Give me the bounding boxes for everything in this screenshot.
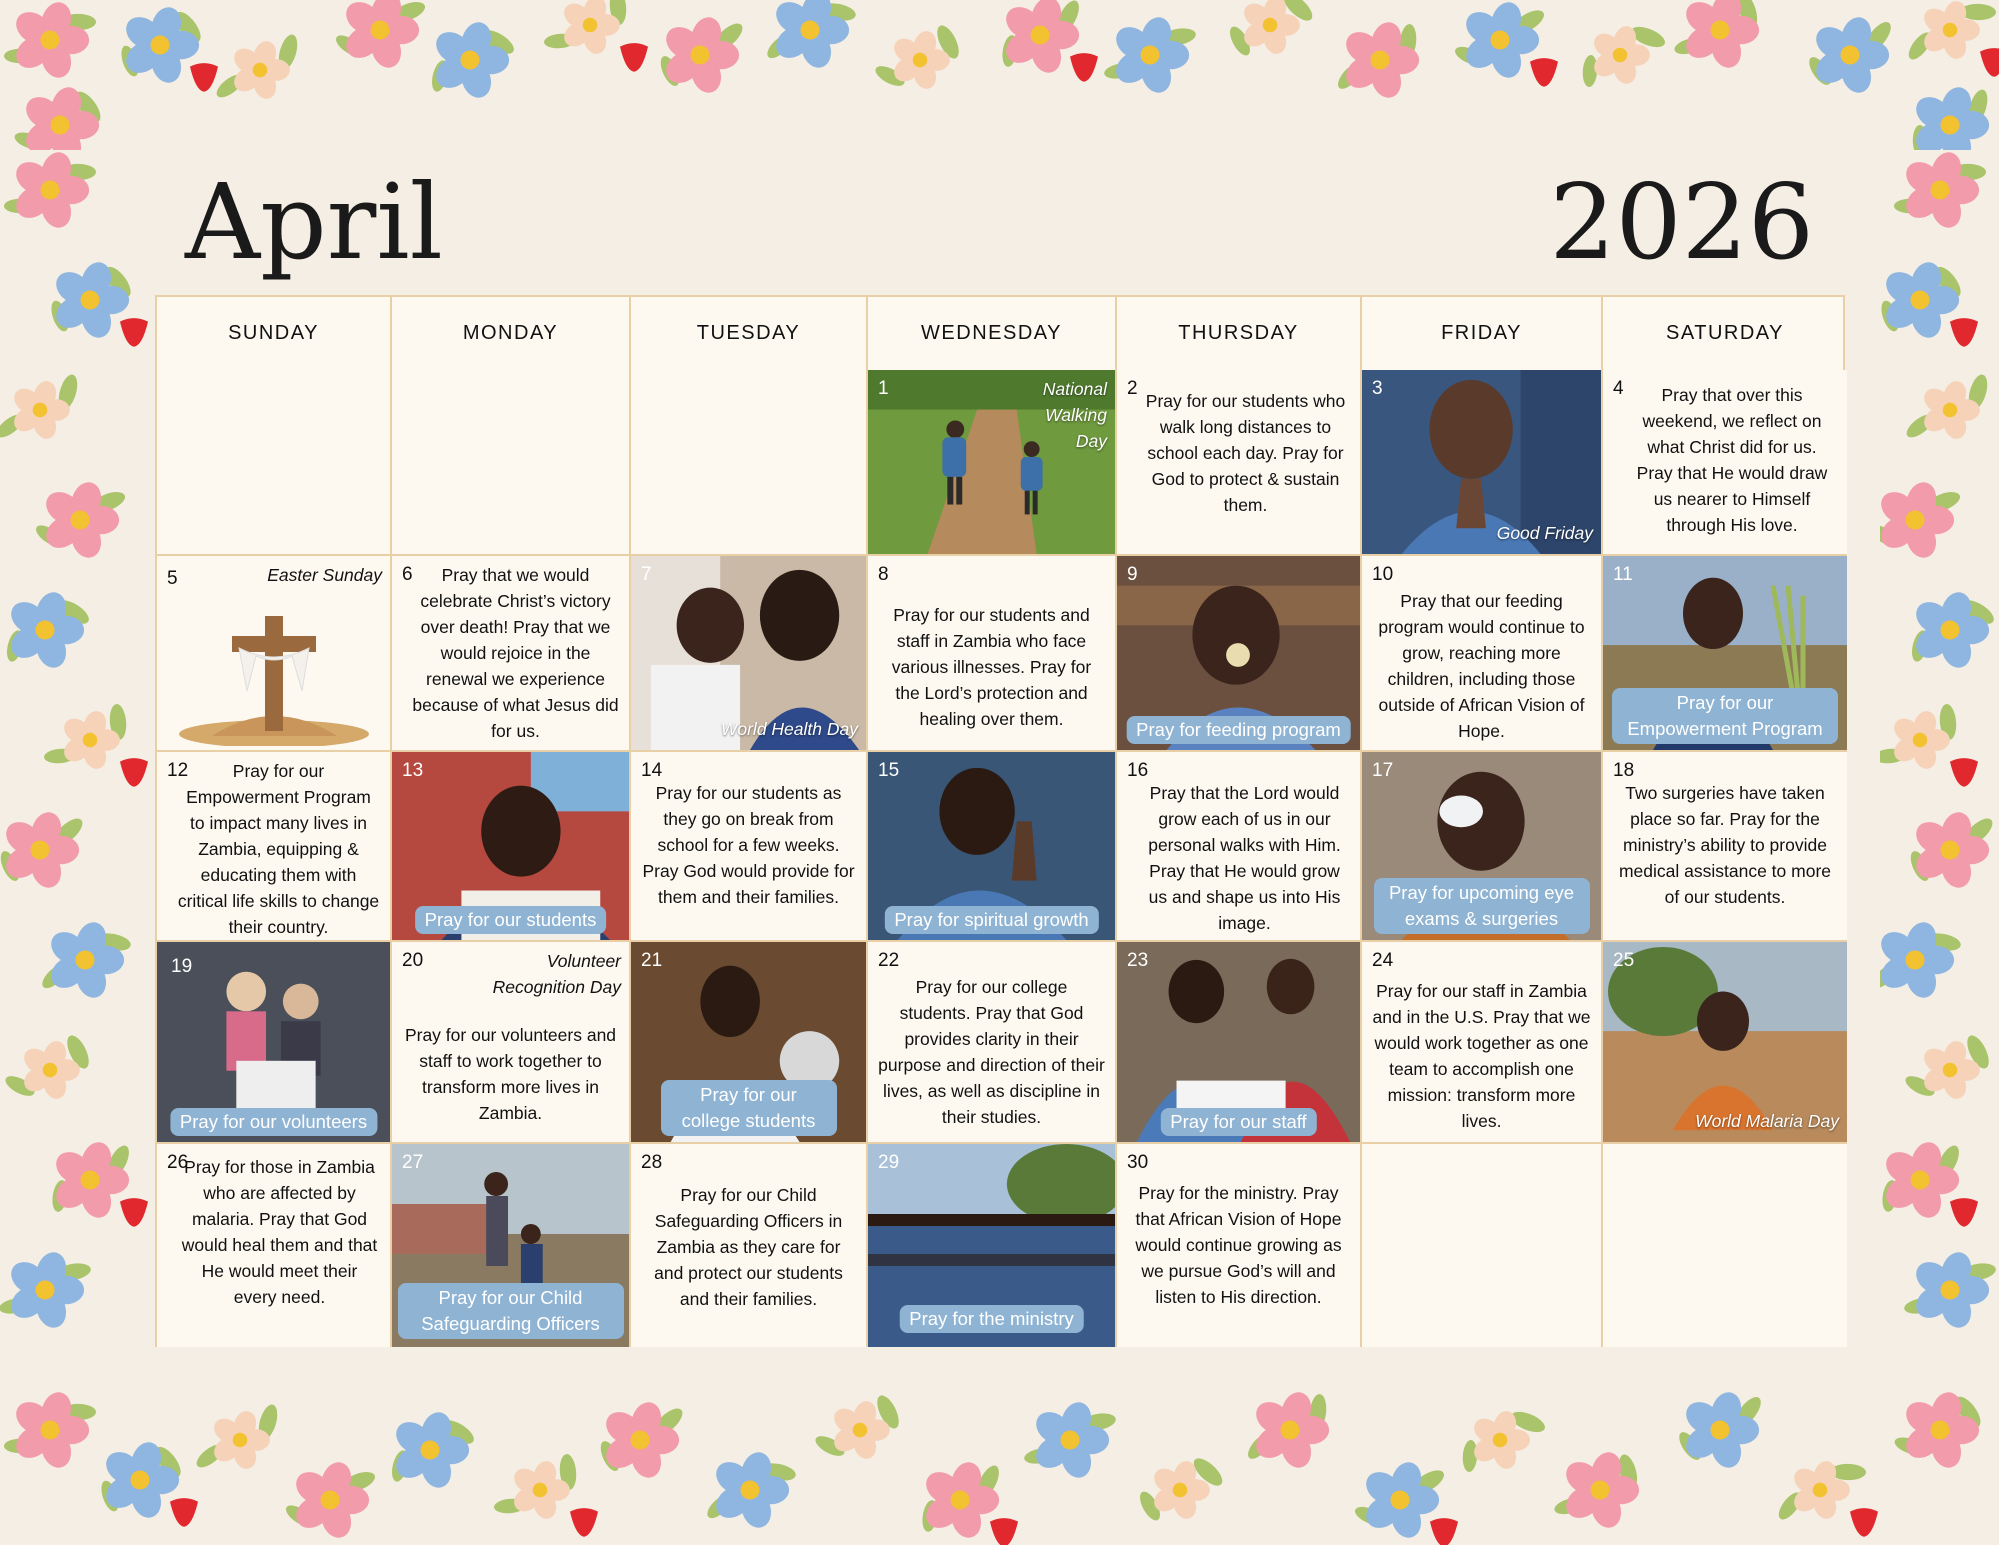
day-number: 23 (1127, 950, 1149, 971)
day-cell-30 (1117, 1144, 1362, 1347)
day-number: 15 (878, 760, 900, 781)
prayer-text: Pray for our college students. Pray that God provides clarity in their purpose and direction of their lives, as well as discipline in their studies. (878, 977, 1105, 1127)
day-number: 3 (1372, 378, 1383, 399)
event-label: National Walking Day (1042, 379, 1107, 451)
day-cell-21 (631, 942, 868, 1144)
day-number: 26 (167, 1152, 189, 1173)
day-number: 21 (641, 950, 663, 971)
day-cell-19 (157, 942, 392, 1144)
day-number: 11 (1613, 564, 1633, 585)
day-cell-1 (868, 370, 1117, 556)
day-number: 6 (402, 564, 413, 585)
day-cell-13 (392, 752, 631, 942)
prayer-text: Pray that our feeding program would continue to grow, reaching more children, including those outside of African Vision of Hope. (1378, 591, 1585, 741)
day-cell-4 (1603, 370, 1847, 556)
caption-pill: Pray for our students (415, 906, 607, 934)
prayer-text: Pray for our Child Safeguarding Officers in Zambia as they care for and protect our students and their families. (654, 1185, 843, 1309)
day-number: 30 (1127, 1152, 1149, 1173)
prayer-text: Pray that we would celebrate Christ’s victory over death! Pray that we would rejoice in the renewal we experience because of what Jesus did for us. (412, 565, 619, 741)
day-cell-3 (1362, 370, 1603, 556)
day-number: 8 (878, 564, 889, 585)
floral-border-top (0, 0, 1999, 150)
empty-day-cell (157, 370, 392, 556)
prayer-text: Two surgeries have taken place so far. Pray for the ministry’s ability to provide medical assistance to more of our students. (1618, 783, 1832, 907)
day-cell-11 (1603, 556, 1847, 752)
day-cell-18 (1603, 752, 1847, 942)
day-number: 4 (1613, 378, 1624, 399)
prayer-text: Pray for our volunteers and staff to work together to transform more lives in Zambia. (404, 1025, 617, 1123)
day-cell-6 (392, 556, 631, 752)
prayer-text: Pray that the Lord would grow each of us in our personal walks with Him. Pray that He would grow us and shape us into His image. (1148, 783, 1341, 933)
day-cell-23 (1117, 942, 1362, 1144)
day-cell-29 (868, 1144, 1117, 1347)
weekday-thursday: THURSDAY (1117, 297, 1362, 370)
prayer-text: Pray for our Empowerment Program to impact many lives in Zambia, equipping & educating them with critical life skills to change their country. (177, 761, 380, 937)
floral-border-right (1880, 150, 1999, 1370)
day-number: 29 (878, 1152, 900, 1173)
weekday-wednesday: WEDNESDAY (868, 297, 1117, 370)
day-cell-14 (631, 752, 868, 942)
caption-pill: Pray for feeding program (1126, 716, 1351, 744)
day-number: 16 (1127, 760, 1149, 781)
event-label: World Malaria Day (1695, 1111, 1839, 1131)
day-cell-20 (392, 942, 631, 1144)
prayer-text: Pray for our students who walk long distances to school each day. Pray for God to protect & sustain them. (1145, 391, 1346, 515)
day-number: 25 (1613, 950, 1635, 971)
day-cell-7 (631, 556, 868, 752)
day-cell-15 (868, 752, 1117, 942)
day-number: 2 (1127, 378, 1138, 399)
month-title: April (185, 161, 443, 283)
day-cell-12 (157, 752, 392, 942)
day-cell-17 (1362, 752, 1603, 942)
caption-pill: Pray for our volunteers (170, 1108, 377, 1136)
cross-icon (177, 596, 372, 746)
day-number: 7 (641, 564, 652, 585)
day-cell-2 (1117, 370, 1362, 556)
calendar-grid (155, 295, 1845, 1347)
floral-border-bottom (0, 1370, 1999, 1545)
day-cell-27 (392, 1144, 631, 1347)
empty-day-cell (631, 370, 868, 556)
day-number: 19 (171, 956, 193, 977)
weekday-saturday: SATURDAY (1666, 322, 1784, 344)
caption-pill: Pray for our Child Safeguarding Officers (398, 1283, 624, 1339)
prayer-text: Pray that over this weekend, we reflect on what Christ did for us. Pray that He would draw us nearer to Himself through His love. (1636, 385, 1828, 535)
prayer-text: Pray for those in Zambia who are affected by malaria. Pray that God would heal them and that He would meet their every need. (181, 1157, 378, 1307)
day-number: 18 (1613, 760, 1635, 781)
day-cell-5 (157, 556, 392, 752)
day-number: 9 (1127, 564, 1138, 585)
caption-pill: Pray for our college students (661, 1080, 837, 1136)
year-title: 2026 (1549, 161, 1814, 283)
weekday-sunday: SUNDAY (157, 297, 392, 370)
weekday-friday: FRIDAY (1362, 297, 1603, 370)
event-label: Volunteer Recognition Day (492, 951, 621, 997)
day-number: 17 (1372, 760, 1394, 781)
day-number: 1 (878, 378, 889, 399)
day-cell-9 (1117, 556, 1362, 752)
event-label: Easter Sunday (267, 565, 382, 585)
weekday-monday: MONDAY (392, 297, 631, 370)
day-cell-22 (868, 942, 1117, 1144)
caption-pill: Pray for our Empowerment Program (1612, 688, 1838, 744)
day-number: 27 (402, 1152, 424, 1173)
caption-pill: Pray for upcoming eye exams & surgeries (1374, 878, 1590, 934)
weekday-tuesday: TUESDAY (631, 297, 868, 370)
event-label: World Health Day (720, 719, 858, 739)
day-number: 14 (641, 760, 663, 781)
day-cell-10 (1362, 556, 1603, 752)
day-number: 24 (1372, 950, 1394, 971)
prayer-text: Pray for the ministry. Pray that African Vision of Hope would continue growing as we pursue God’s will and listen to His direction. (1135, 1183, 1342, 1307)
day-number: 28 (641, 1152, 663, 1173)
event-label: Good Friday (1496, 523, 1593, 543)
weekday-header (157, 297, 1843, 372)
prayer-text: Pray for our students and staff in Zambia who face various illnesses. Pray for the Lord’s protection and healing over them. (891, 605, 1092, 729)
day-cell-25 (1603, 942, 1847, 1144)
day-number: 13 (402, 760, 424, 781)
day-cell-16 (1117, 752, 1362, 942)
day-number: 5 (167, 568, 178, 589)
day-cell-28 (631, 1144, 868, 1347)
floral-border-left (0, 150, 150, 1370)
empty-day-cell (392, 370, 631, 556)
empty-day-cell (1362, 1144, 1603, 1347)
day-cell-8 (868, 556, 1117, 752)
caption-pill: Pray for spiritual growth (884, 906, 1098, 934)
caption-pill: Pray for the ministry (899, 1305, 1084, 1333)
empty-day-cell (1603, 1144, 1847, 1347)
day-number: 20 (402, 950, 424, 971)
day-number: 12 (167, 760, 189, 781)
day-number: 10 (1372, 564, 1394, 585)
caption-pill: Pray for our staff (1160, 1108, 1316, 1136)
day-cell-26 (157, 1144, 392, 1347)
prayer-text: Pray for our staff in Zambia and in the U.S. Pray that we would work together as one team to accomplish one mission: transform more lives. (1372, 981, 1591, 1131)
day-cell-24 (1362, 942, 1603, 1144)
day-number: 22 (878, 950, 900, 971)
prayer-text: Pray for our students as they go on break from school for a few weeks. Pray God would provide for them and their families. (642, 783, 855, 907)
